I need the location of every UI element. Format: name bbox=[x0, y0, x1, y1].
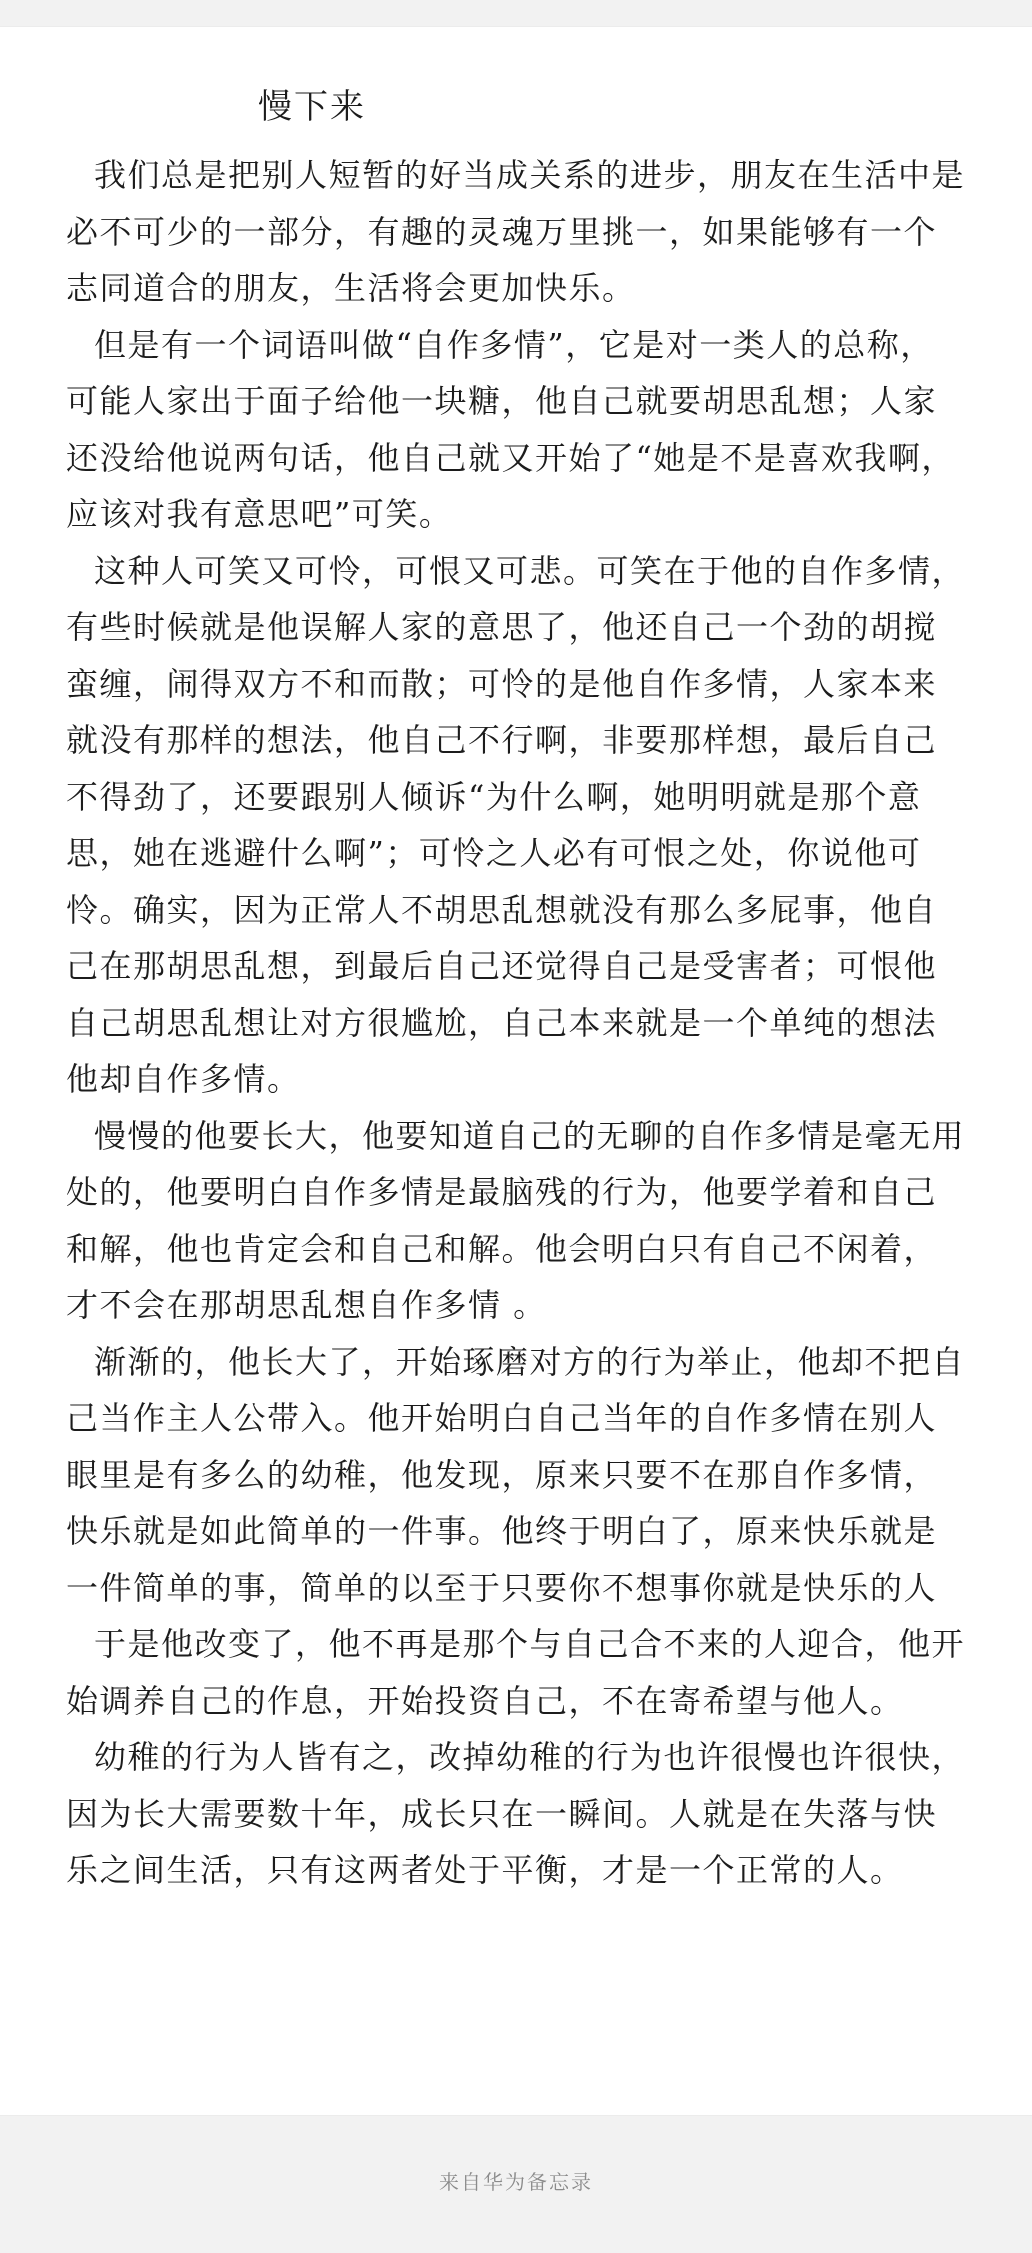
note-body bbox=[66, 147, 966, 1899]
paragraph: 渐渐的，他长大了，开始琢磨对方的行为举止，他却不把自己当作主人公带入。他开始明白自己当年的自作多情在别人眼里是有多么的幼稚，他发现，原来只要不在那自作多情，快乐就是如此简单的一件事。他终于明白了，原来快乐就是一件简单的事，简单的以至于只要你不想事你就是快乐的人 bbox=[66, 1342, 966, 1607]
paragraph: 于是他改变了，他不再是那个与自己合不来的人迎合，他开始调养自己的作息，开始投资自己，不在寄希望与他人。 bbox=[66, 1625, 966, 1720]
paragraph: 我们总是把别人短暂的好当成关系的进步，朋友在生活中是必不可少的一部分，有趣的灵魂万里挑一，如果能够有一个志同道合的朋友，生活将会更加快乐。 bbox=[66, 156, 966, 307]
paragraph: 但是有一个词语叫做“自作多情”，它是对一类人的总称，可能人家出于面子给他一块糖，他自己就要胡思乱想；人家还没给他说两句话，他自己就又开始了“她是不是喜欢我啊，应该对我有意思吧”可笑。 bbox=[66, 325, 955, 533]
paragraph: 慢慢的他要长大，他要知道自己的无聊的自作多情是毫无用处的，他要明白自作多情是最脑残的行为，他要学着和自己和解，他也肯定会和自己和解。他会明白只有自己不闲着，才不会在那胡思乱想自作多情 。 bbox=[66, 1116, 966, 1324]
source-footer: 来自华为备忘录 bbox=[439, 2170, 593, 2194]
note-card bbox=[0, 26, 1032, 2116]
note-title: 慢下来 bbox=[258, 87, 366, 127]
paragraph: 幼稚的行为人皆有之，改掉幼稚的行为也许很慢也许很快，因为长大需要数十年，成长只在一瞬间。人就是在失落与快乐之间生活，只有这两者处于平衡，才是一个正常的人。 bbox=[66, 1738, 966, 1889]
paragraph: 这种人可笑又可怜，可恨又可悲。可笑在于他的自作多情，有些时候就是他误解人家的意思了，他还自己一个劲的胡搅蛮缠，闹得双方不和而散；可怜的是他自作多情，人家本来就没有那样的想法，他自己不行啊，非要那样想，最后自己不得劲了，还要跟别人倾诉“为什么啊，她明明就是那个意思，她在逃避什么啊”；可怜之人必有可恨之处，你说他可怜。确实，因为正常人不胡思乱想就没有那么多屁事，他自己在那胡思乱想，到最后自己还觉得自己是受害者；可恨他自己胡思乱想让对方很尴尬，自己本来就是一个单纯的想法 他却自作多情。 bbox=[66, 551, 966, 1098]
